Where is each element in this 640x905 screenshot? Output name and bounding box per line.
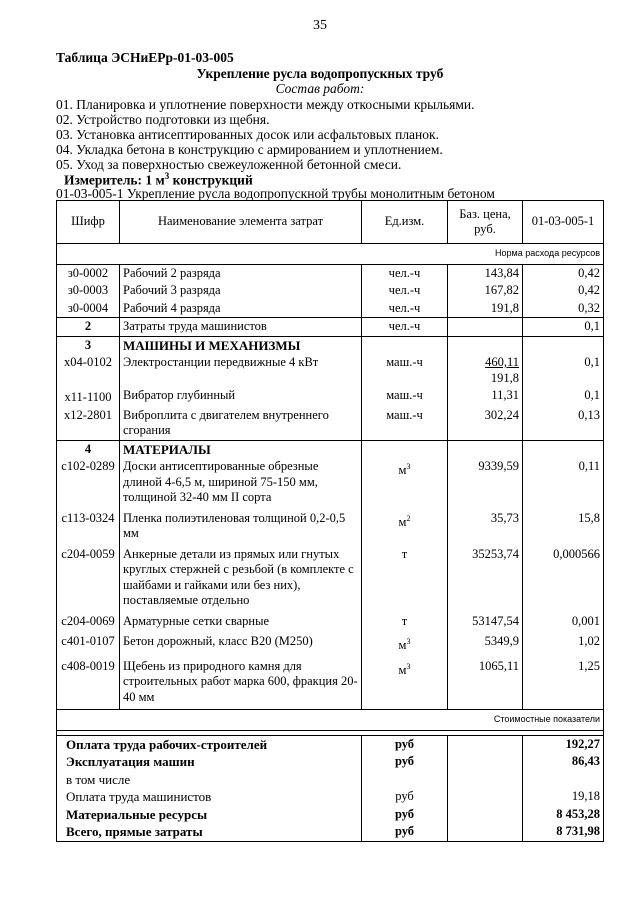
row-unit: т <box>362 546 448 613</box>
table-header <box>57 201 604 244</box>
section-header-machines <box>57 336 604 354</box>
row-name: Щебень из природного камня для строительных работ марка 600, фракция 20-40 мм <box>120 658 362 710</box>
section-subtitle: Укрепление русла водопропускных труб <box>196 66 444 81</box>
summary-empty <box>448 788 523 806</box>
summary-empty <box>448 735 523 753</box>
row-price: 53147,54 <box>448 613 523 634</box>
table-row <box>57 354 604 387</box>
summary-empty <box>448 806 523 824</box>
row-name: Анкерные детали из прямых или гнутых круглых стержней с резьбой (в комплекте с шайбами и гайками или без них), поставляемые отдельно <box>120 546 362 613</box>
row-unit: $м^3$ <box>362 633 448 658</box>
row-price: 302,24 <box>448 407 523 441</box>
row-price: 143,84 <box>448 264 523 282</box>
row-name: Электростанции передвижные 4 кВт <box>120 354 362 387</box>
summary-unit: руб <box>362 753 448 771</box>
row-price: 167,82 <box>448 282 523 300</box>
row-norm: 0,42 <box>523 282 604 300</box>
row-name: Рабочий 3 разряда <box>120 282 362 300</box>
table-row <box>57 613 604 634</box>
row-code: х12-2801 <box>57 407 120 441</box>
row-price: 191,8 <box>448 300 523 318</box>
table-row <box>57 387 604 407</box>
header-name: Наименование элемента затрат <box>120 201 362 244</box>
summary-row <box>57 806 604 824</box>
row-name: Арматурные сетки сварные <box>120 613 362 634</box>
row-name: Затраты труда машинистов <box>120 318 362 337</box>
row-price: 9339,59 <box>448 458 523 510</box>
header-price: Баз. цена, руб. <box>448 201 523 244</box>
header-norm: 01-03-005-1 <box>523 201 604 244</box>
row-unit: маш.-ч <box>362 354 448 387</box>
row-code: с102-0289 <box>57 458 120 510</box>
table-row <box>57 282 604 300</box>
header-code: Шифр <box>57 201 120 244</box>
summary-label: Материальные ресурсы <box>57 806 362 824</box>
row-unit: чел.-ч <box>362 264 448 282</box>
cost-note: Стоимостные показатели <box>57 710 604 731</box>
table-row <box>57 264 604 282</box>
unit-superscript: 3 <box>406 637 411 646</box>
work-item: 05. Уход за поверхностью свежеуложенной бетонной смеси. <box>56 157 402 172</box>
row-price <box>448 318 523 337</box>
summary-row <box>57 753 604 771</box>
row-name: Доски антисептированные обрезные длиной 4-6,5 м, шириной 75-150 мм, толщиной 32-40 мм II сорта <box>120 458 362 510</box>
header-unit: Ед.изм. <box>362 201 448 244</box>
row-code: 2 <box>57 318 120 337</box>
work-item: 02. Устройство подготовки из щебня. <box>56 112 270 127</box>
summary-label: Эксплуатация машин <box>57 753 362 771</box>
row-norm: 0,000566 <box>523 546 604 613</box>
row-unit: чел.-ч <box>362 300 448 318</box>
summary-empty <box>448 753 523 771</box>
row-unit: $м^3$ <box>362 458 448 510</box>
row-price: 35253,74 <box>448 546 523 613</box>
table-row <box>57 633 604 658</box>
row-unit: чел.-ч <box>362 282 448 300</box>
work-item: 04. Укладка бетона в конструкцию с армированием и уплотнением. <box>56 142 443 157</box>
table-row <box>57 318 604 337</box>
row-norm: 0,11 <box>523 458 604 510</box>
composition-label: Состав работ: <box>275 81 365 96</box>
row-code: з0-0003 <box>57 282 120 300</box>
summary-row <box>57 735 604 753</box>
row-unit: чел.-ч <box>362 318 448 337</box>
row-price: 1065,11 <box>448 658 523 710</box>
row-price: 5349,9 <box>448 633 523 658</box>
row-name: Пленка полиэтиленовая толщиной 0,2-0,5 мм <box>120 510 362 546</box>
row-norm: 0,42 <box>523 264 604 282</box>
summary-unit: руб <box>362 806 448 824</box>
work-item: 03. Установка антисептированных досок или асфальтовых планок. <box>56 127 439 142</box>
row-code: с408-0019 <box>57 658 120 710</box>
row-norm: 0,32 <box>523 300 604 318</box>
summary-label: Оплата труда рабочих-строителей <box>57 735 362 753</box>
row-norm: 1,25 <box>523 658 604 710</box>
table-row <box>57 658 604 710</box>
section-title: МАШИНЫ И МЕХАНИЗМЫ <box>120 336 362 354</box>
summary-unit: руб <box>362 788 448 806</box>
norm-note: Норма расхода ресурсов <box>57 244 604 265</box>
row-price <box>448 354 523 387</box>
summary-row <box>57 823 604 841</box>
row-norm: 0,13 <box>523 407 604 441</box>
row-norm: 0,1 <box>523 354 604 387</box>
row-unit: маш.-ч <box>362 387 448 407</box>
row-name: Рабочий 4 разряда <box>120 300 362 318</box>
unit-superscript: 2 <box>406 513 411 523</box>
section-number: 3 <box>57 336 120 354</box>
summary-label: Всего, прямые затраты <box>57 823 362 841</box>
row-code: с204-0069 <box>57 613 120 634</box>
unit-superscript: 3 <box>406 462 411 471</box>
row-code: с401-0107 <box>57 633 120 658</box>
summary-value: 19,18 <box>523 788 604 806</box>
row-unit: $м^3$ <box>362 658 448 710</box>
summary-value: 8 731,98 <box>523 823 604 841</box>
summary-unit: руб <box>362 735 448 753</box>
table-row <box>57 546 604 613</box>
work-item: 01. Планировка и уплотнение поверхности между откосными крыльями. <box>56 97 475 112</box>
row-norm: 0,001 <box>523 613 604 634</box>
summary-label: в том числе <box>57 771 362 789</box>
table-row <box>57 407 604 441</box>
row-unit: маш.-ч <box>362 407 448 441</box>
summary-value: 8 453,28 <box>523 806 604 824</box>
row-price: 35,73 <box>448 510 523 546</box>
row-unit: т <box>362 613 448 634</box>
table-title: Таблица ЭСНиЕРр-01-03-005 <box>56 50 234 65</box>
row-unit: $м^2$ <box>362 510 448 546</box>
summary-unit <box>362 771 448 789</box>
resource-table <box>56 200 604 842</box>
summary-label: Оплата труда машинистов <box>57 788 362 806</box>
price-primary: 460,11 <box>485 355 519 369</box>
row-code: с113-0324 <box>57 510 120 546</box>
section-number: 4 <box>57 440 120 458</box>
row-code: з0-0002 <box>57 264 120 282</box>
table-row <box>57 458 604 510</box>
table-name: 01-03-005-1 Укрепление русла водопропускной трубы монолитным бетоном <box>56 186 495 201</box>
row-name: Бетон дорожный, класс В20 (М250) <box>120 633 362 658</box>
table-row <box>57 510 604 546</box>
table-row <box>57 300 604 318</box>
summary-empty <box>448 771 523 789</box>
row-price: 11,31 <box>448 387 523 407</box>
summary-row <box>57 788 604 806</box>
row-code: х04-0102 <box>57 354 120 387</box>
unit-superscript: 3 <box>406 661 411 671</box>
row-name: Вибратор глубинный <box>120 387 362 407</box>
summary-value: 192,27 <box>523 735 604 753</box>
row-norm: 1,02 <box>523 633 604 658</box>
page-number: 35 <box>313 18 327 33</box>
row-code: х11-1100 <box>57 387 120 407</box>
row-name: Рабочий 2 разряда <box>120 264 362 282</box>
row-norm: 15,8 <box>523 510 604 546</box>
summary-value: 86,43 <box>523 753 604 771</box>
summary-value <box>523 771 604 789</box>
row-name: Виброплита с двигателем внутреннего сгорания <box>120 407 362 441</box>
price-secondary: 191,8 <box>490 370 519 385</box>
row-code: з0-0004 <box>57 300 120 318</box>
measure-unit: Измеритель: 1 $м^3$ конструкций <box>64 171 253 188</box>
row-norm: 0,1 <box>523 387 604 407</box>
row-code: с204-0059 <box>57 546 120 613</box>
summary-row <box>57 771 604 789</box>
section-title: МАТЕРИАЛЫ <box>120 440 362 458</box>
section-header-materials <box>57 440 604 458</box>
summary-unit: руб <box>362 823 448 841</box>
row-norm: 0,1 <box>523 318 604 337</box>
summary-empty <box>448 823 523 841</box>
